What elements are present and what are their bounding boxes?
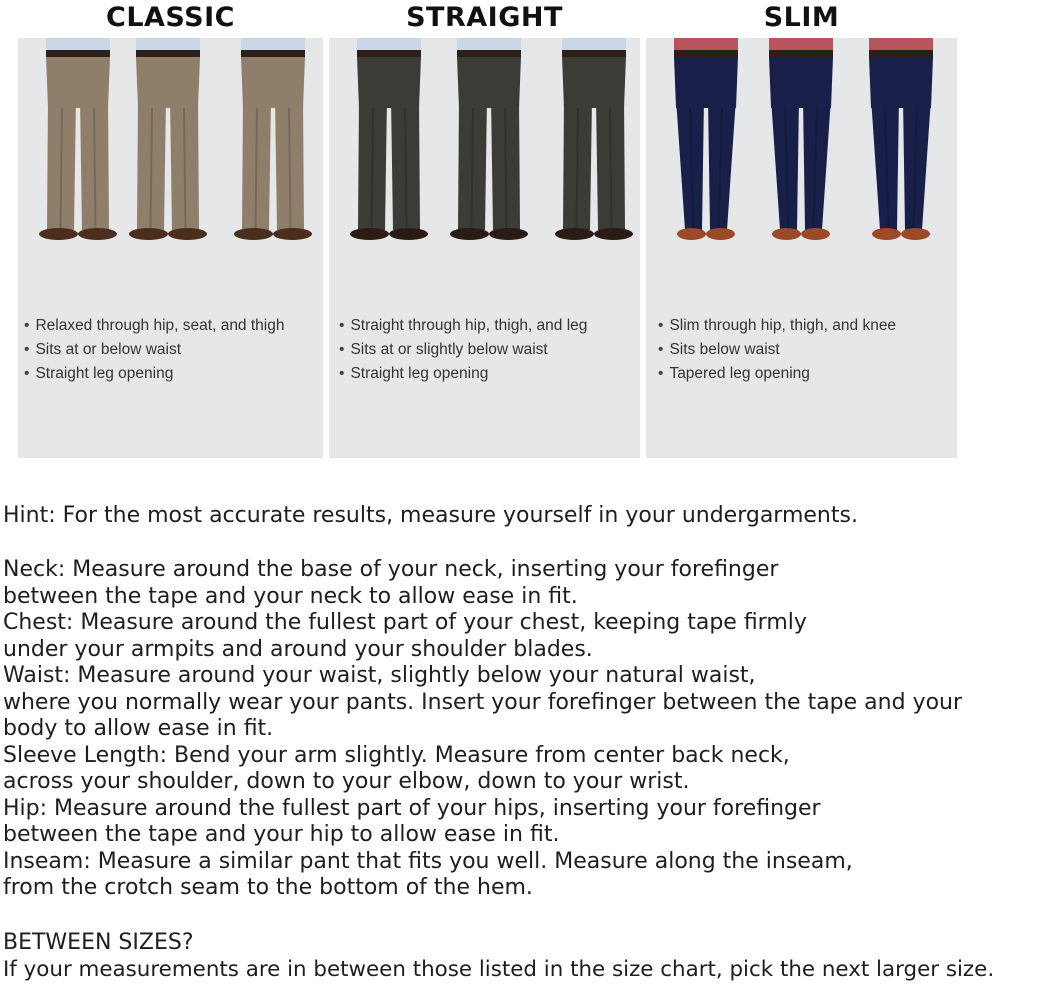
fit-panel-classic [18,38,323,458]
instruction-line: across your shoulder, down to your elbow, down to your wrist. [3,769,690,794]
measurement-instructions [3,557,962,902]
instruction-line: Waist: Measure around your waist, slightly below your natural waist, [3,663,756,688]
instruction-line: Neck: Measure around the base of your neck, inserting your forefinger [3,557,779,582]
fit-title-classic: CLASSIC [106,2,235,33]
pants-figure [769,38,833,240]
between-sizes-text: If your measurements are in between those listed in the size chart, pick the next larger size. [3,956,995,982]
instruction-line: Chest: Measure around the fullest part of your chest, keeping tape firmly [3,610,807,635]
fit-feature: • Sits at or below waist [24,338,284,362]
pants-photo [646,38,957,278]
pants-figure [674,38,738,240]
fit-feature: • Slim through hip, thigh, and knee [658,314,896,338]
instruction-line: between the tape and your hip to allow ease in fit. [3,822,560,847]
fit-feature: • Relaxed through hip, seat, and thigh [24,314,284,338]
pants-figure [129,38,207,240]
instruction-line: under your armpits and around your shoulder blades. [3,636,593,662]
instruction-line: Inseam: Measure a similar pant that fits you well. Measure along the inseam, [3,848,853,874]
fit-feature: • Sits below waist [658,338,896,362]
fit-title-straight: STRAIGHT [406,2,563,33]
pants-figure [350,38,428,240]
pants-figure [39,38,117,240]
fit-feature-list [18,314,284,386]
fit-feature: • Sits at or slightly below waist [339,338,587,362]
instruction-line: from the crotch seam to the bottom of the hem. [3,875,533,900]
instruction-line: Sleeve Length: Bend your arm slightly. Measure from center back neck, [3,742,790,768]
fit-feature: • Tapered leg opening [658,362,896,386]
pants-figure [555,38,633,240]
instruction-line: body to allow ease in fit. [3,716,274,741]
instruction-line: Hip: Measure around the fullest part of your hips, inserting your forefinger [3,795,821,821]
fit-panel-straight [329,38,640,458]
pants-figure [234,38,312,240]
instruction-line: where you normally wear your pants. Insert your forefinger between the tape and your [3,689,963,715]
pants-figure [450,38,528,240]
fit-feature: • Straight leg opening [339,362,587,386]
pants-photo [18,38,323,278]
fit-panel-slim [646,38,957,458]
between-sizes-heading: BETWEEN SIZES? [3,930,194,955]
fit-feature-list [329,314,587,386]
fit-feature-list [646,314,896,386]
between-sizes [3,930,994,983]
measurement-hint: Hint: For the most accurate results, measure yourself in your undergarments. [3,503,858,528]
instruction-line: between the tape and your neck to allow ease in fit. [3,583,578,609]
pants-photo [329,38,640,278]
fit-title-slim: SLIM [763,2,840,33]
pants-figure [869,38,933,240]
fit-feature: • Straight through hip, thigh, and leg [339,314,587,338]
fit-feature: • Straight leg opening [24,362,284,386]
